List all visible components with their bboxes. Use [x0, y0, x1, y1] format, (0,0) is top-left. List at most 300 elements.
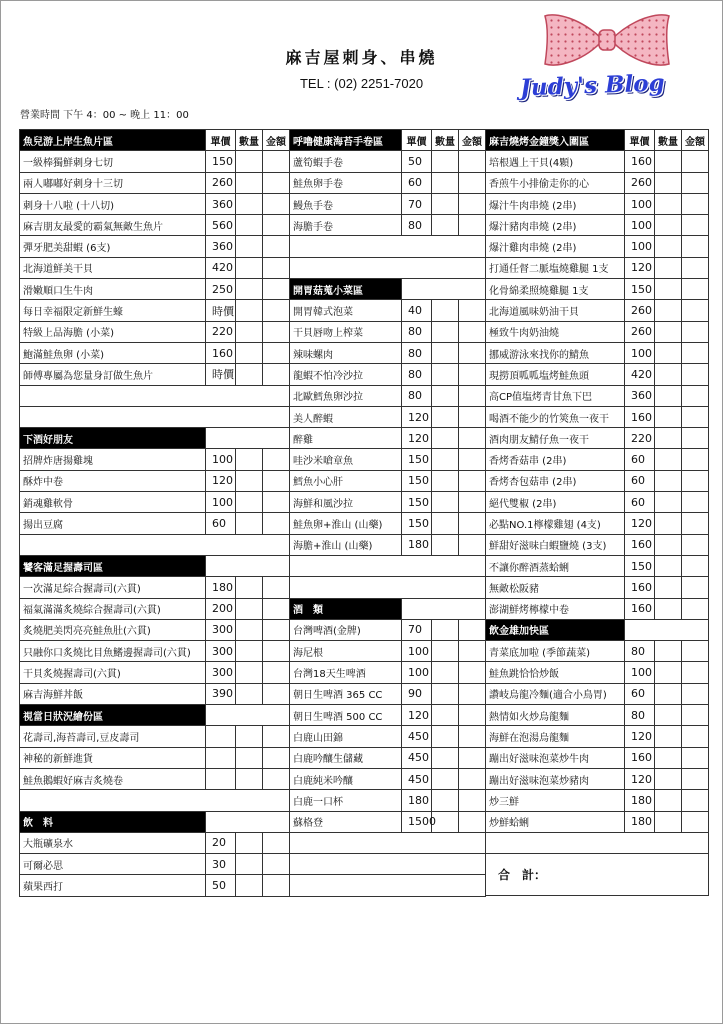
qty-cell: [236, 364, 263, 385]
qty-cell: [236, 215, 263, 236]
item-price: 80: [402, 364, 432, 385]
section-header-row: [20, 428, 290, 449]
qty-cell: [236, 662, 263, 683]
qty-cell: [432, 534, 459, 555]
amount-cell: [263, 257, 290, 278]
amount-cell: [263, 598, 290, 619]
amount-cell: [682, 257, 709, 278]
item-price: 150: [402, 470, 432, 491]
item-price: 150: [402, 513, 432, 534]
amount-cell: [682, 342, 709, 363]
item-name: 海膽手卷: [290, 215, 402, 236]
menu-item-row: [486, 215, 709, 236]
section-title: 酒 類: [290, 598, 402, 619]
menu-item-row: [20, 726, 290, 747]
item-name: 海膽+淮山 (山藥): [290, 534, 402, 555]
item-name: 無敵松阪豬: [486, 577, 625, 598]
menu-item-row: [486, 428, 709, 449]
menu-item-row: [290, 470, 486, 491]
item-price: [206, 768, 236, 789]
item-name: 彈牙肥美甜蝦 (6支): [20, 236, 206, 257]
item-price: 160: [625, 577, 655, 598]
menu-item-row: [290, 428, 486, 449]
qty-cell: [655, 534, 682, 555]
item-price: [206, 726, 236, 747]
item-name: 鮑滿鮭魚卵 (小菜): [20, 342, 206, 363]
qty-cell: [432, 768, 459, 789]
item-name: 福氣滿滿炙燒綜合握壽司(六貫): [20, 598, 206, 619]
qty-column-header: 數量: [432, 130, 459, 151]
item-price: 70: [402, 619, 432, 640]
item-name: 蹦出好滋味泡菜炒牛肉: [486, 747, 625, 768]
item-name: 鮭魚卵+淮山 (山藥): [290, 513, 402, 534]
menu-item-row: [20, 342, 290, 363]
qty-cell: [236, 832, 263, 853]
amount-cell: [459, 215, 486, 236]
empty-cell: [290, 832, 486, 853]
item-price: 300: [206, 619, 236, 640]
amount-cell: [459, 364, 486, 385]
qty-cell: [655, 683, 682, 704]
blank-row: [20, 790, 290, 811]
qty-cell: [432, 172, 459, 193]
amount-cell: [263, 832, 290, 853]
item-price: 60: [625, 683, 655, 704]
item-price: 120: [625, 513, 655, 534]
item-name: 鮮甜好滋味白蝦鹽燒 (3支): [486, 534, 625, 555]
item-name: 極致牛肉奶油燒: [486, 321, 625, 342]
menu-item-row: [486, 257, 709, 278]
qty-cell: [655, 193, 682, 214]
item-price: 50: [402, 151, 432, 172]
menu-item-row: [486, 683, 709, 704]
qty-cell: [432, 193, 459, 214]
qty-cell: [236, 172, 263, 193]
qty-cell: [236, 683, 263, 704]
item-price: 80: [402, 215, 432, 236]
item-price: 450: [402, 768, 432, 789]
blank-row: [20, 406, 290, 427]
amount-cell: [459, 428, 486, 449]
qty-cell: [655, 705, 682, 726]
empty-cell: [290, 555, 486, 576]
qty-cell: [236, 577, 263, 598]
menu-item-row: [486, 641, 709, 662]
price-column-header: 單價: [625, 130, 655, 151]
qty-cell: [236, 236, 263, 257]
qty-cell: [655, 257, 682, 278]
amount-cell: [682, 768, 709, 789]
telephone: TEL : (02) 2251-7020: [299, 76, 424, 91]
amount-cell: [459, 151, 486, 172]
amount-cell: [459, 342, 486, 363]
amount-cell: [263, 619, 290, 640]
menu-item-row: [20, 215, 290, 236]
total-label: 合 計：: [498, 868, 547, 883]
item-price: 160: [625, 151, 655, 172]
section-header-row: [290, 130, 486, 151]
menu-item-row: [486, 598, 709, 619]
amount-column-header: 金額: [459, 130, 486, 151]
qty-cell: [655, 342, 682, 363]
amount-cell: [682, 577, 709, 598]
qty-cell: [655, 790, 682, 811]
section-title: 飲金雄加快區: [486, 619, 625, 640]
amount-cell: [682, 705, 709, 726]
item-name: 蘆筍蝦手卷: [290, 151, 402, 172]
item-name: 朝日生啤酒 365 CC: [290, 683, 402, 704]
item-price: 220: [206, 321, 236, 342]
amount-cell: [682, 811, 709, 832]
amount-cell: [682, 641, 709, 662]
item-price: 20: [206, 832, 236, 853]
amount-cell: [263, 321, 290, 342]
blank-row: [290, 875, 486, 896]
item-name: 酒肉朋友鯖仔魚一夜干: [486, 428, 625, 449]
blank-row: [20, 534, 290, 555]
empty-cell: [20, 385, 290, 406]
amount-cell: [682, 428, 709, 449]
item-name: 北歐鱈魚卵沙拉: [290, 385, 402, 406]
menu-item-row: [486, 534, 709, 555]
qty-cell: [236, 279, 263, 300]
menu-item-row: [20, 364, 290, 385]
amount-cell: [263, 172, 290, 193]
qty-cell: [655, 811, 682, 832]
qty-cell: [432, 619, 459, 640]
menu-item-row: [290, 321, 486, 342]
qty-cell: [655, 364, 682, 385]
amount-cell: [459, 747, 486, 768]
item-price: 100: [206, 449, 236, 470]
section-header-row: [20, 555, 290, 576]
qty-cell: [432, 151, 459, 172]
qty-cell: [432, 790, 459, 811]
empty-cell: [402, 279, 486, 300]
item-name: 鰻魚手卷: [290, 193, 402, 214]
menu-item-row: [486, 364, 709, 385]
empty-cell: [290, 875, 486, 896]
amount-cell: [682, 790, 709, 811]
item-name: 炒鮮蛤蜊: [486, 811, 625, 832]
qty-cell: [432, 215, 459, 236]
menu-item-row: [486, 449, 709, 470]
qty-cell: [236, 470, 263, 491]
item-price: 150: [625, 555, 655, 576]
item-name: 招牌炸唐揚雞塊: [20, 449, 206, 470]
item-price: 1500: [402, 811, 432, 832]
menu-item-row: [290, 151, 486, 172]
item-price: 120: [402, 428, 432, 449]
item-name: 哇沙米嗆章魚: [290, 449, 402, 470]
menu-item-row: [486, 726, 709, 747]
qty-cell: [432, 428, 459, 449]
item-name: 爆汁雞肉串燒 (2串): [486, 236, 625, 257]
item-name: 醉雞: [290, 428, 402, 449]
section-title: 下酒好朋友: [20, 428, 206, 449]
menu-item-row: [486, 513, 709, 534]
item-name: 每日幸福限定新鮮生蠔: [20, 300, 206, 321]
item-name: 可爾必思: [20, 854, 206, 875]
total-cell: [486, 854, 709, 896]
item-name: 高CP值塩烤青甘魚下巴: [486, 385, 625, 406]
item-name: 台灣18天生啤酒: [290, 662, 402, 683]
qty-cell: [655, 385, 682, 406]
item-name: 爆汁豬肉串燒 (2串): [486, 215, 625, 236]
item-price: 120: [625, 257, 655, 278]
item-name: 一級棒獨鮮刺身七切: [20, 151, 206, 172]
qty-cell: [655, 449, 682, 470]
price-column-header: 單價: [402, 130, 432, 151]
amount-cell: [459, 619, 486, 640]
item-name: 大瓶礦泉水: [20, 832, 206, 853]
blank-row: [486, 832, 709, 853]
menu-item-row: [20, 641, 290, 662]
menu-item-row: [290, 747, 486, 768]
qty-cell: [655, 513, 682, 534]
item-name: 炙燒肥美閃亮亮鮭魚肚(六貫): [20, 619, 206, 640]
amount-cell: [682, 300, 709, 321]
amount-cell: [263, 449, 290, 470]
item-name: 蹦出好滋味泡菜炒豬肉: [486, 768, 625, 789]
section-title: 呼嚕健康海苔手卷區: [290, 130, 402, 151]
menu-item-row: [20, 832, 290, 853]
item-price: 150: [402, 492, 432, 513]
menu-item-row: [486, 577, 709, 598]
menu-item-row: [486, 768, 709, 789]
item-price: 450: [402, 726, 432, 747]
item-price: 180: [625, 790, 655, 811]
item-name: 北海道風味奶油干貝: [486, 300, 625, 321]
qty-cell: [655, 215, 682, 236]
empty-cell: [20, 534, 290, 555]
menu-item-row: [486, 492, 709, 513]
menu-item-row: [20, 151, 290, 172]
item-name: 台灣啤酒(金牌): [290, 619, 402, 640]
amount-cell: [263, 726, 290, 747]
item-price: 260: [625, 300, 655, 321]
item-price: 60: [625, 449, 655, 470]
item-name: 讚岐烏龍冷麵(適合小鳥胃): [486, 683, 625, 704]
item-name: 香煎牛小排偷走你的心: [486, 172, 625, 193]
item-name: 滑嫩順口生牛肉: [20, 279, 206, 300]
amount-cell: [682, 747, 709, 768]
qty-cell: [432, 406, 459, 427]
amount-cell: [459, 449, 486, 470]
item-name: 香烤杏包菇串 (2串): [486, 470, 625, 491]
menu-item-row: [20, 492, 290, 513]
qty-cell: [432, 321, 459, 342]
empty-cell: [486, 832, 709, 853]
item-price: 420: [206, 257, 236, 278]
item-name: 喝酒不能少的竹筴魚一夜干: [486, 406, 625, 427]
menu-item-row: [20, 513, 290, 534]
menu-item-row: [486, 555, 709, 576]
item-price: 100: [625, 662, 655, 683]
item-name: 香烤香菇串 (2串): [486, 449, 625, 470]
menu-item-row: [486, 747, 709, 768]
amount-cell: [682, 193, 709, 214]
item-price: 160: [206, 342, 236, 363]
empty-cell: [402, 598, 486, 619]
menu-item-row: [20, 279, 290, 300]
item-price: 80: [402, 321, 432, 342]
menu-item-row: [486, 705, 709, 726]
item-name: 打通任督二脈塩燒雞腿 1支: [486, 257, 625, 278]
amount-cell: [682, 513, 709, 534]
item-name: 朝日生啤酒 500 CC: [290, 705, 402, 726]
menu-item-row: [20, 449, 290, 470]
menu-item-row: [290, 406, 486, 427]
qty-cell: [432, 747, 459, 768]
item-price: 450: [402, 747, 432, 768]
menu-item-row: [20, 300, 290, 321]
qty-cell: [655, 172, 682, 193]
section-title: 麻吉燒烤金鐘獎入圍區: [486, 130, 625, 151]
item-price: 100: [402, 641, 432, 662]
menu-item-row: [290, 726, 486, 747]
blank-row: [290, 854, 486, 875]
section-title: 饕客滿足握壽司區: [20, 555, 206, 576]
qty-cell: [655, 662, 682, 683]
item-name: 開胃韓式泡菜: [290, 300, 402, 321]
menu-item-row: [290, 534, 486, 555]
amount-cell: [263, 151, 290, 172]
qty-cell: [655, 768, 682, 789]
menu-item-row: [20, 470, 290, 491]
empty-cell: [206, 555, 290, 576]
qty-cell: [432, 300, 459, 321]
menu-item-row: [290, 683, 486, 704]
menu-item-row: [486, 193, 709, 214]
item-name: 必點NO.1檸檬雞翅 (4支): [486, 513, 625, 534]
menu-item-row: [290, 492, 486, 513]
amount-cell: [459, 662, 486, 683]
menu-item-row: [486, 321, 709, 342]
amount-cell: [263, 768, 290, 789]
qty-cell: [655, 279, 682, 300]
item-price: 60: [625, 492, 655, 513]
item-name: 白鹿山田錦: [290, 726, 402, 747]
qty-cell: [236, 151, 263, 172]
item-name: 只融你口炙燒比目魚鰭邊握壽司(六貫): [20, 641, 206, 662]
item-name: 化骨綿柔照燒雞腿 1支: [486, 279, 625, 300]
item-name: 鱈魚小心肝: [290, 470, 402, 491]
amount-cell: [263, 470, 290, 491]
item-price: 60: [625, 470, 655, 491]
menu-column-2: [289, 129, 486, 897]
empty-cell: [206, 705, 290, 726]
amount-cell: [263, 875, 290, 896]
item-price: 300: [206, 641, 236, 662]
qty-cell: [655, 747, 682, 768]
qty-cell: [432, 492, 459, 513]
item-price: 260: [625, 321, 655, 342]
menu-item-row: [20, 662, 290, 683]
item-price: 80: [625, 641, 655, 662]
amount-cell: [263, 854, 290, 875]
qty-cell: [655, 726, 682, 747]
item-price: 260: [206, 172, 236, 193]
qty-cell: [236, 257, 263, 278]
amount-cell: [682, 406, 709, 427]
menu-item-row: [486, 300, 709, 321]
amount-cell: [459, 705, 486, 726]
menu-item-row: [486, 470, 709, 491]
amount-cell: [682, 555, 709, 576]
amount-cell: [459, 641, 486, 662]
qty-cell: [655, 470, 682, 491]
qty-cell: [236, 300, 263, 321]
menu-item-row: [290, 364, 486, 385]
item-price: 80: [402, 385, 432, 406]
section-header-row: [486, 130, 709, 151]
menu-item-row: [290, 215, 486, 236]
item-name: 干貝炙燒握壽司(六貫): [20, 662, 206, 683]
qty-cell: [236, 342, 263, 363]
item-price: 80: [402, 342, 432, 363]
amount-cell: [263, 300, 290, 321]
item-price: 120: [625, 726, 655, 747]
qty-cell: [236, 747, 263, 768]
menu-item-row: [486, 662, 709, 683]
item-price: 100: [402, 662, 432, 683]
item-price: 560: [206, 215, 236, 236]
item-name: 揚出豆腐: [20, 513, 206, 534]
item-price: 100: [625, 215, 655, 236]
qty-cell: [432, 662, 459, 683]
item-price: 100: [206, 492, 236, 513]
amount-cell: [682, 470, 709, 491]
amount-cell: [682, 449, 709, 470]
qty-cell: [236, 768, 263, 789]
item-price: 100: [625, 342, 655, 363]
blank-row: [290, 236, 486, 257]
amount-cell: [263, 193, 290, 214]
item-name: 爆汁牛肉串燒 (2串): [486, 193, 625, 214]
qty-cell: [432, 683, 459, 704]
qty-cell: [655, 300, 682, 321]
menu-item-row: [486, 151, 709, 172]
qty-cell: [655, 428, 682, 449]
item-price: 160: [625, 534, 655, 555]
item-name: 北海道鮮美干貝: [20, 257, 206, 278]
item-price: 120: [402, 406, 432, 427]
item-name: 師傅專屬為您量身訂做生魚片: [20, 364, 206, 385]
item-name: 鮭魚卵手卷: [290, 172, 402, 193]
item-name: 麻吉朋友最愛的霸氣無敵生魚片: [20, 215, 206, 236]
blank-row: [290, 832, 486, 853]
amount-cell: [459, 768, 486, 789]
item-name: 花壽司,海苔壽司,豆皮壽司: [20, 726, 206, 747]
amount-cell: [682, 492, 709, 513]
item-price: 200: [206, 598, 236, 619]
item-price: 250: [206, 279, 236, 300]
menu-item-row: [486, 811, 709, 832]
qty-cell: [236, 193, 263, 214]
item-name: 龍蝦不怕冷沙拉: [290, 364, 402, 385]
item-price: 150: [402, 449, 432, 470]
qty-column-header: 數量: [655, 130, 682, 151]
item-name: 刺身十八啦 (十八切): [20, 193, 206, 214]
qty-cell: [236, 726, 263, 747]
menu-item-row: [290, 513, 486, 534]
section-title: 魚兒游上岸生魚片區: [20, 130, 206, 151]
menu-item-row: [290, 662, 486, 683]
amount-cell: [682, 598, 709, 619]
total-row: [486, 854, 709, 896]
menu-item-row: [290, 705, 486, 726]
